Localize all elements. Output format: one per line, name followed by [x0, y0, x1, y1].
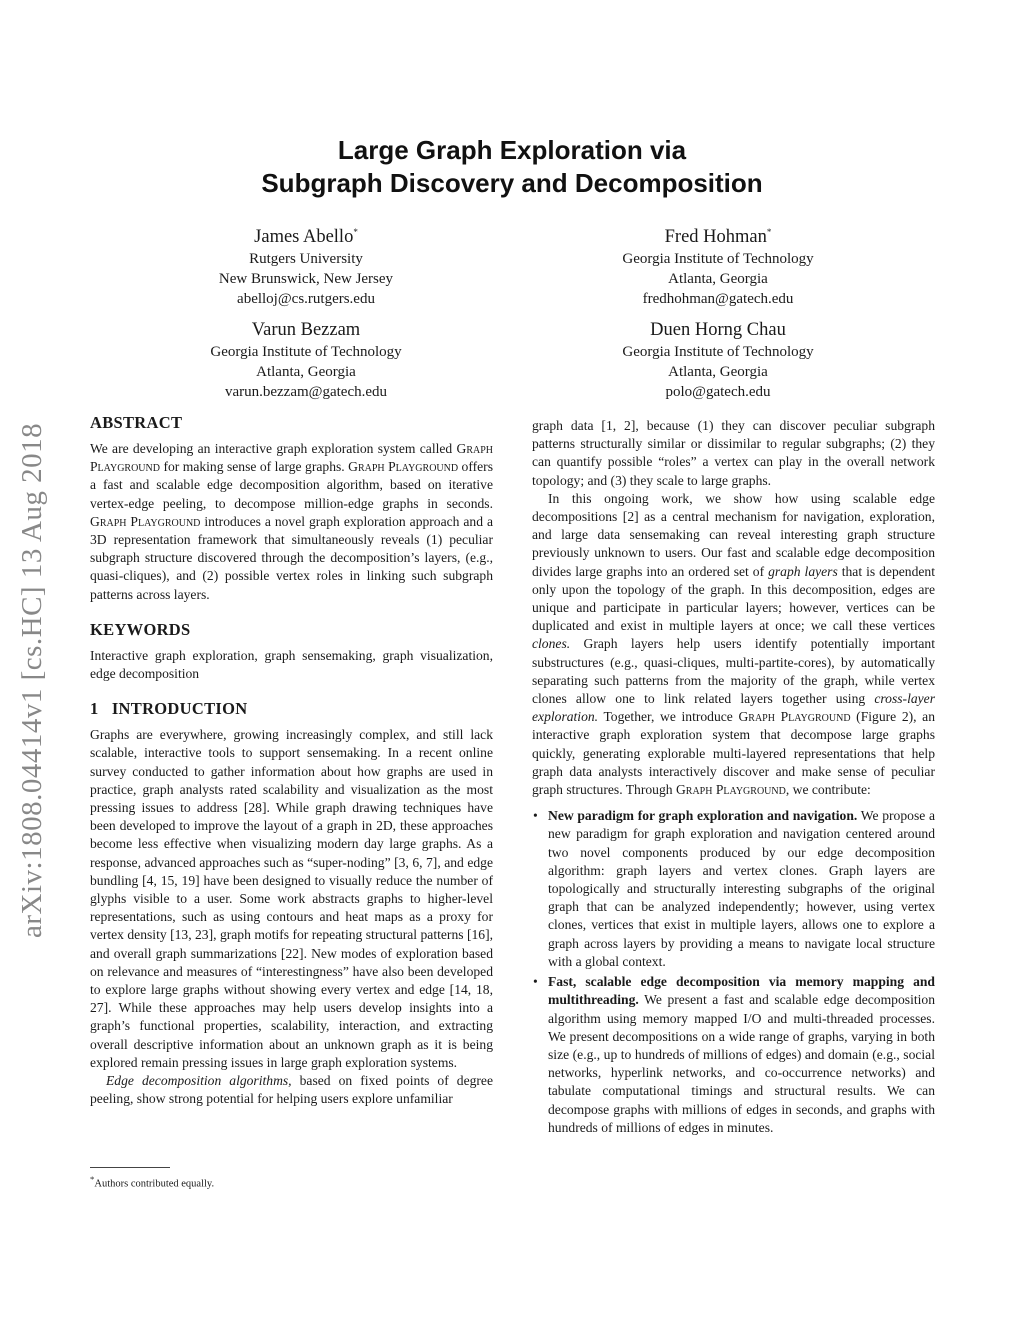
- author-block-3: [126, 319, 486, 402]
- author-name: Varun Bezzam: [251, 320, 361, 340]
- intro-paragraph-3: graph data [1, 2], because (1) they can discover peculiar subgraph patterns structurally similar or dissimilar to regular subgraphs; (2) they can quantify possible “roles” a vertex can play in the overall network topology; and (3) they scale to large graphs.: [532, 418, 935, 488]
- author-affiliation: Georgia Institute of Technology: [210, 344, 402, 360]
- paper-title: [0, 134, 1024, 200]
- left-column: [90, 413, 493, 1109]
- author-block-1: [126, 221, 486, 309]
- author-block-2: [538, 221, 898, 309]
- author-location: Atlanta, Georgia: [668, 364, 768, 380]
- author-location: Atlanta, Georgia: [668, 271, 768, 288]
- list-item: • New paradigm for graph exploration and navigation. We propose a new paradigm for graph exploration and navigation centered around two novel components produced by our edge decomposition algorithm: graph layers and vertex clones. Graph layers are topologically and structurally interesting subgraphs of the original graph that can be analyzed independently; however, using vertex clones, vertices that exist in multiple layers, allows one to explore a graph across layers by providing a means to navigate local structure with a global context.: [533, 808, 935, 969]
- author-location: Atlanta, Georgia: [256, 364, 356, 380]
- author-name: Fred Hohman: [664, 227, 767, 248]
- keywords-text: Interactive graph exploration, graph sensemaking, graph visualization, edge decomposition: [90, 647, 493, 682]
- bullet-icon: •: [533, 808, 538, 824]
- arxiv-identifier: arXiv:1808.04414v1 [cs.HC] 13 Aug 2018: [16, 422, 48, 938]
- author-affiliation: Rutgers University: [249, 251, 363, 268]
- author-block-4: [538, 319, 898, 402]
- title-line-1: Large Graph Exploration via: [337, 135, 687, 165]
- bullet-icon: •: [533, 974, 538, 990]
- introduction-heading: 1 INTRODUCTION: [90, 699, 248, 719]
- author-affiliation: Georgia Institute of Technology: [622, 344, 814, 360]
- footnote-rule: [90, 1167, 170, 1168]
- keywords-heading: KEYWORDS: [90, 619, 191, 639]
- title-line-2: Subgraph Discovery and Decomposition: [261, 168, 763, 198]
- right-column: [532, 417, 935, 1139]
- intro-paragraph-2: Edge decomposition algorithms, based on fixed points of degree peeling, show strong potential for helping users explore unfamiliar: [90, 1073, 494, 1107]
- author-email: abelloj@cs.rutgers.edu: [237, 291, 375, 308]
- contribution-list: [532, 807, 935, 1137]
- author-email: fredhohman@gatech.edu: [642, 291, 794, 308]
- author-name: Duen Horng Chau: [650, 320, 786, 340]
- author-email: polo@gatech.edu: [665, 384, 771, 400]
- footnote: *Authors contributed equally.: [90, 1174, 215, 1190]
- author-location: New Brunswick, New Jersey: [218, 271, 394, 288]
- author-mark: *: [353, 227, 358, 237]
- abstract-text: We are developing an interactive graph exploration system called Graph Playground for making sense of large graphs. Graph Playground offers a fast and scalable edge decomposition algorithm, based on iterative vertex-edge peeling, to decompose million-edge graphs in seconds. Graph Playground introduces a novel graph exploration approach and a 3D representation framework that simultaneously reveals (1) peculiar subgraph structure discovered through the decomposition’s layers, (e.g., quasi-cliques), and (2) possible vertex roles in linking such subgraph patterns across layers.: [90, 441, 493, 602]
- author-affiliation: Georgia Institute of Technology: [622, 251, 814, 268]
- author-name: James Abello: [254, 227, 354, 248]
- author-email: varun.bezzam@gatech.edu: [224, 384, 388, 400]
- intro-paragraph-1: Graphs are everywhere, growing increasingly complex, and still lack scalable, interactive tools to support sensemaking. In a recent online survey conducted to gather information about how graphs are used in practice, graph analysts rated scalability and visualization as the most pressing issues to address [28]. While graph drawing techniques have been developed to improve the layout of a graph in 2D, these approaches become less effective when visualizing modern day large graphs. As a response, advanced approaches such as “super-noding” [3, 6, 7], and edge bundling [4, 15, 19] have been designed to visually reduce the number of glyphs visible to a user. Some work abstracts graphs to higher-level representations, such as using contours and heat maps as a proxy for vertex density [13, 23], graph motifs for repeating structural patterns [16], and overall graph summarizations [22]. New modes of exploration based on relevance and measures of “interestingness” have also been developed to explore large graphs without showing every vertex and edge [14, 18, 27]. While these approaches may help users develop insights into a graph’s functional properties, scalability, interaction, and extracting overall descriptive information about an unknown graph as it is being explored remain pressing issues in large graph exploration systems.: [90, 727, 493, 1070]
- abstract-heading: ABSTRACT: [90, 413, 183, 432]
- intro-paragraph-4: In this ongoing work, we show how using scalable edge decompositions [2] as a central mechanism for navigation, exploration, and large data sensemaking can reveal interesting graph structure previously unknown to users. Our fast and scalable edge decomposition divides large graphs into an ordered set of graph layers that is dependent only upon the topology of the graph. In this decomposition, edges are unique and participate in particular layers; however, vertices can be duplicated and exist in multiple layers at once; we call these vertices clones. Graph layers help users identify potentially important substructures (e.g., quasi-cliques, multi-partite-cores), by automatically separating such patterns from the majority of the graph, while vertex clones allow one to link related layers together using cross-layer exploration. Together, we introduce Graph Playground (Figure 2), an interactive graph exploration system that decompose large graphs quickly, generating explorable multi-layered representations that help graph data analysts interactively discover and make sense of peculiar graph structures. Through Graph Playground, we contribute:: [532, 490, 935, 798]
- list-item: • Fast, scalable edge decomposition via memory mapping and multithreading. We present a fast and scalable edge decomposition algorithm using memory mapped I/O and multi-threaded processes. We present decompositions on a wide range of graphs, varying in both size (e.g., up to hundreds of millions of edges) and domain (e.g., social networks, hyperlink networks, and co-occurrence networks) and tabulate computational timings and structural results. We can decompose graphs with millions of edges in seconds, and graphs with hundreds of millions of edges in minutes.: [533, 974, 935, 1135]
- author-mark: *: [766, 227, 772, 237]
